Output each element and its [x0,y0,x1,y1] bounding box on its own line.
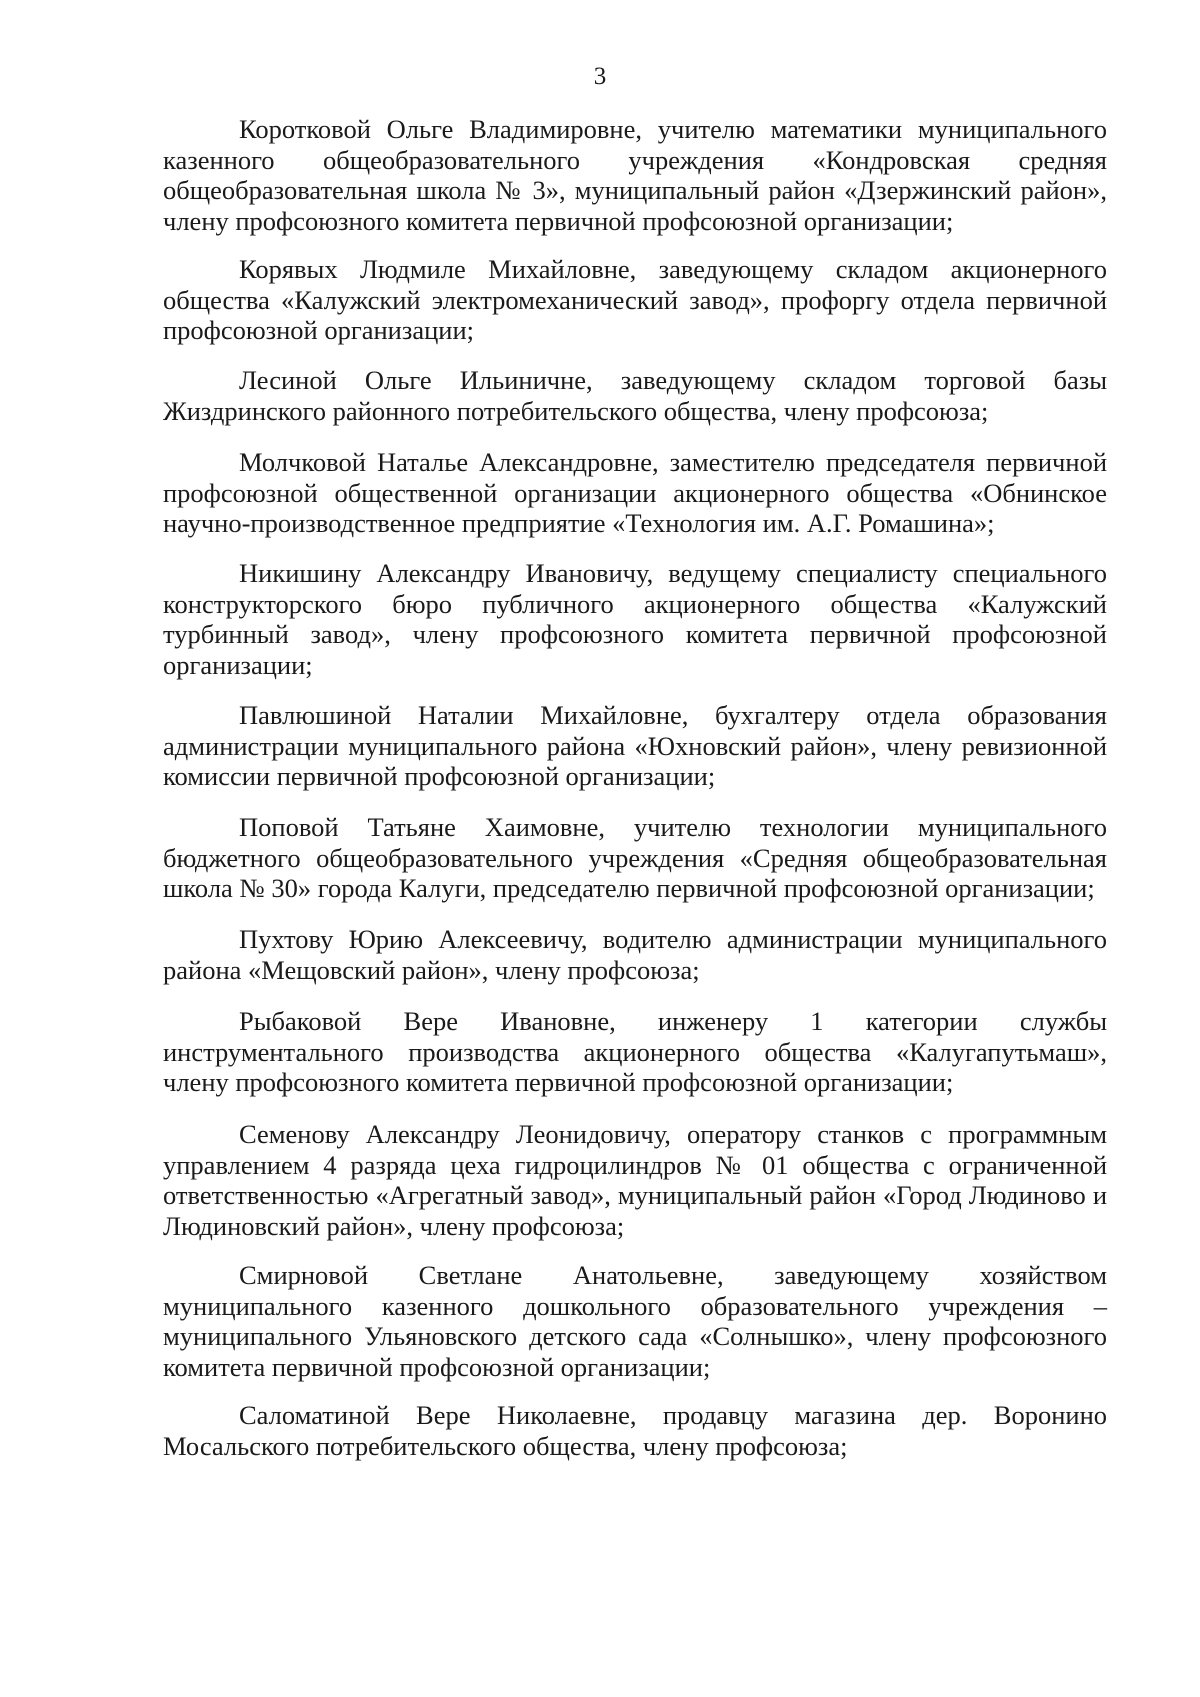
award-entry-smirnova: Смирновой Светлане Анатольевне, заведующему хозяйством муниципального казенного дошкольного образовательного учреждения – муниципального Ульяновского детского сада «Солнышко», члену профсоюзного комитета первичной профсоюзной организации; [163,1260,1107,1382]
page-number: 3 [593,63,607,90]
award-entry-rybakova: Рыбаковой Вере Ивановне, инженеру 1 категории службы инструментального производства акционерного общества «Калугапутьмаш», члену профсоюзного комитета первичной профсоюзной организации; [163,1006,1107,1097]
award-entry-pukhtov: Пухтову Юрию Алексеевичу, водителю администрации муниципального района «Мещовский район», члену профсоюза; [163,924,1107,985]
award-entry-nikishin: Никишину Александру Ивановичу, ведущему специалисту специального конструкторского бюро публичного акционерного общества «Калужский турбинный завод», члену профсоюзного комитета первичной профсоюзной организации; [163,558,1107,680]
award-entry-pavlyushina: Павлюшиной Наталии Михайловне, бухгалтеру отдела образования администрации муниципального района «Юхновский район», члену ревизионной комиссии первичной профсоюзной организации; [163,700,1107,791]
award-entry-semenov: Семенову Александру Леонидовичу, оператору станков с программным управлением 4 разряда цеха гидроцилиндров № 01 общества с ограниченной ответственностью «Агрегатный завод», муниципальный район «Город Людиново и Людиновский район», члену профсоюза; [163,1119,1107,1241]
award-entry-koryavykh: Корявых Людмиле Михайловне, заведующему складом акционерного общества «Калужский электромеханический завод», профоргу отдела первичной профсоюзной организации; [163,254,1107,345]
award-entry-salomatina: Саломатиной Вере Николаевне, продавцу магазина дер. Воронино Мосальского потребительского общества, члену профсоюза; [163,1400,1107,1461]
award-entry-popova: Поповой Татьяне Хаимовне, учителю технологии муниципального бюджетного общеобразовательного учреждения «Средняя общеобразовательная школа № 30» города Калуги, председателю первичной профсоюзной организации; [163,812,1107,903]
award-entry-korotkova: Коротковой Ольге Владимировне, учителю математики муниципального казенного общеобразовательного учреждения «Кондровская средняя общеобразовательная школа № 3», муниципальный район «Дзержинский район», члену профсоюзного комитета первичной профсоюзной организации; [163,114,1107,236]
award-entry-molchkova: Молчковой Наталье Александровне, заместителю председателя первичной профсоюзной общественной организации акционерного общества «Обнинское научно-производственное предприятие «Технология им. А.Г. Ромашина»; [163,447,1107,538]
award-entry-lesina: Лесиной Ольге Ильиничне, заведующему складом торговой базы Жиздринского районного потребительского общества, члену профсоюза; [163,365,1107,426]
